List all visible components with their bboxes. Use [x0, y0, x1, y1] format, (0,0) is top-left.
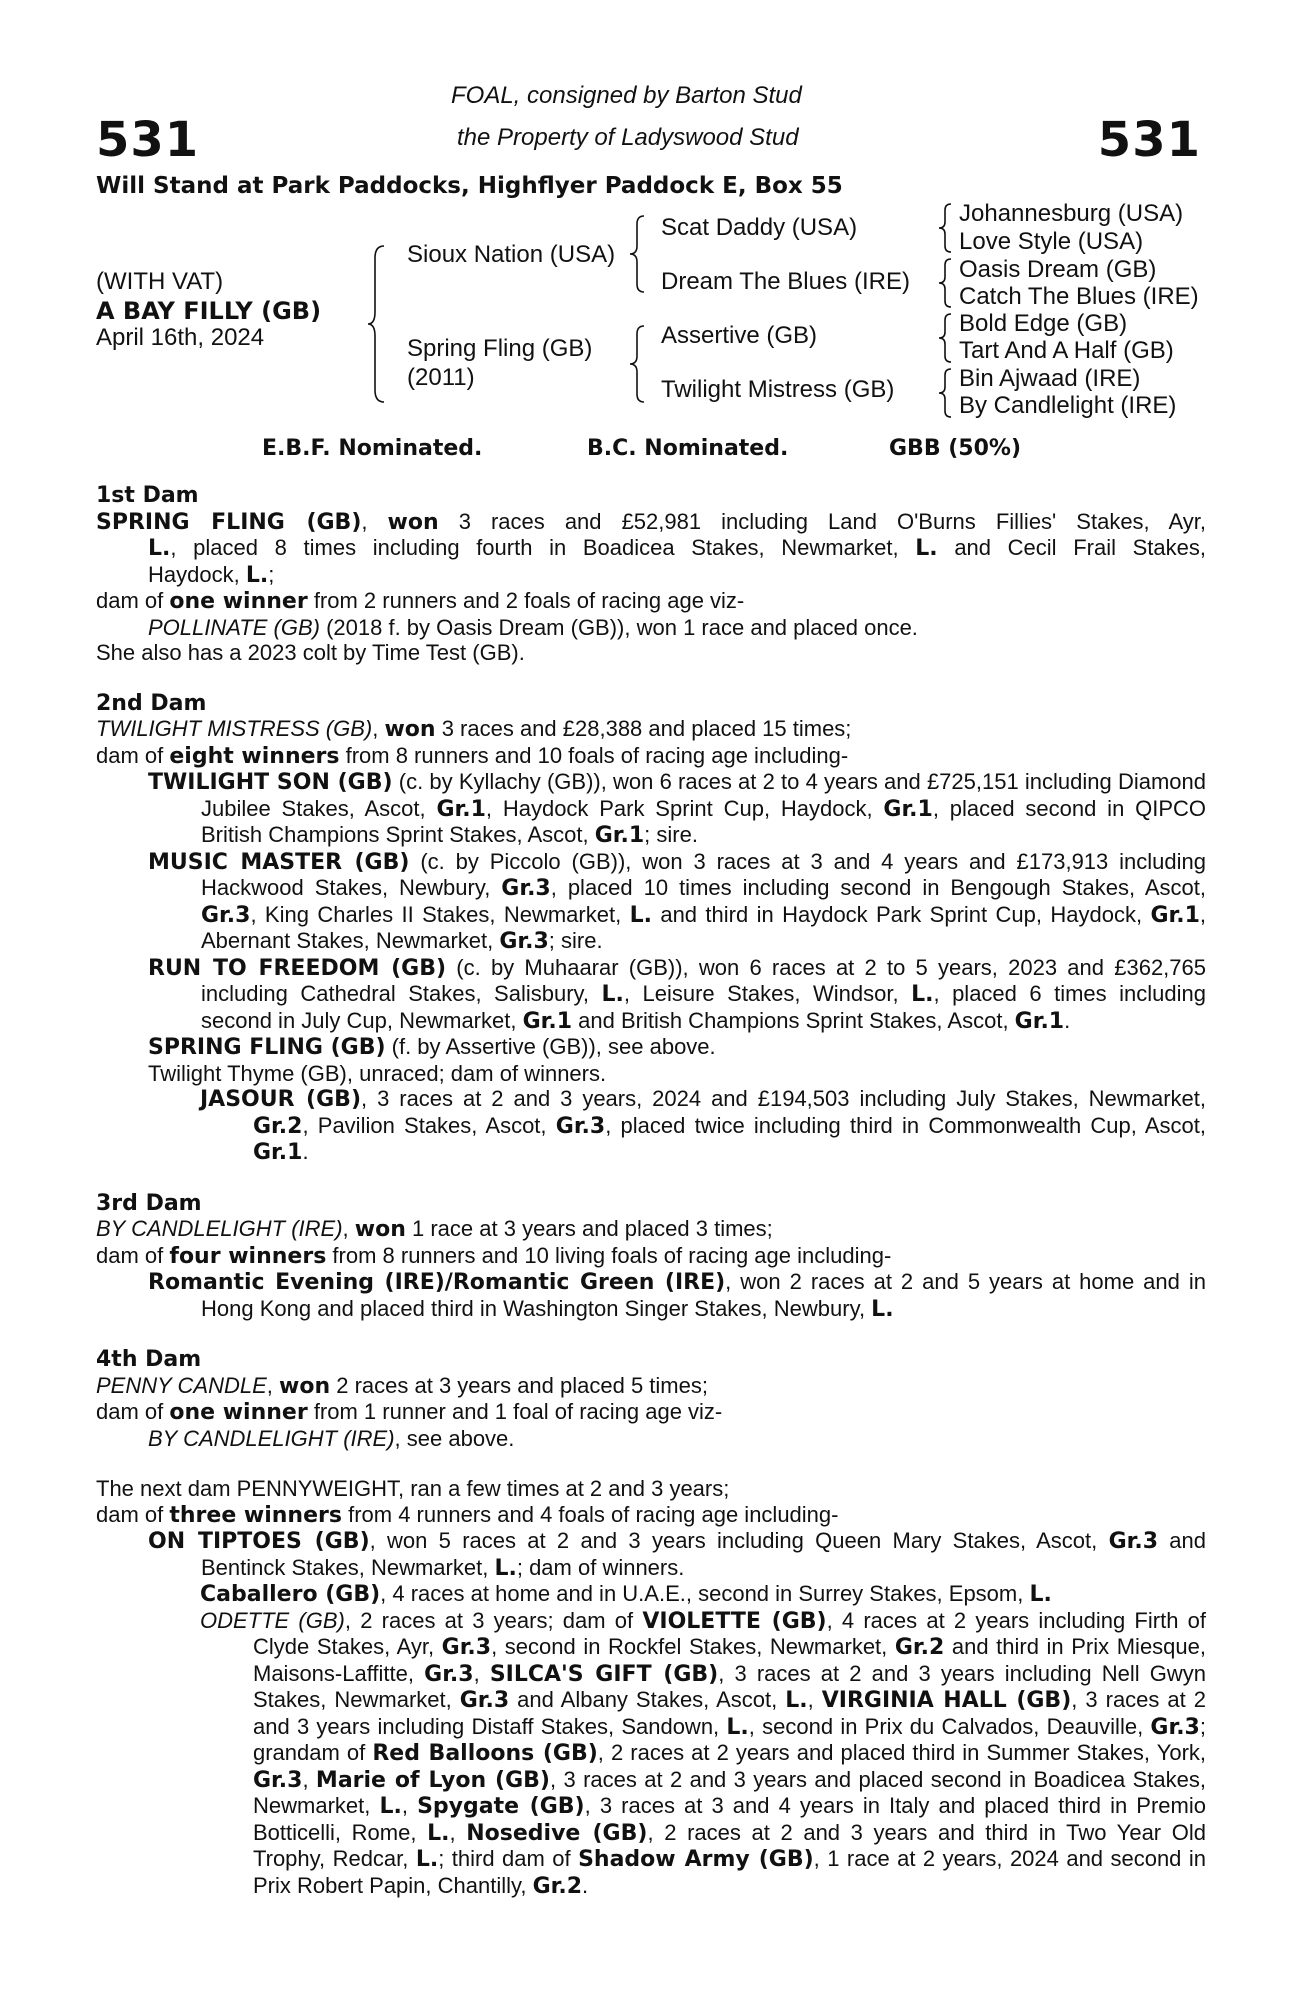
text: from 8 runners and 10 living foals of racing age including-	[326, 1242, 892, 1268]
text: , won 5 races at 2 and 3 years including Queen Mary Stakes, Ascot,	[369, 1528, 1109, 1553]
listed-label: L.	[911, 982, 934, 1007]
dam-name-italic: TWILIGHT MISTRESS (GB)	[96, 716, 373, 741]
text: , 2 races at 2 and 3 years and third in Two Year Old Trophy, Redcar,	[253, 1819, 1206, 1871]
grade-label: Gr.3	[441, 1635, 492, 1660]
listed-label: L.	[726, 1714, 749, 1740]
horse-name-bold: VIRGINIA HALL (GB)	[821, 1688, 1072, 1713]
first-dam-line3	[148, 562, 1206, 589]
horse-name-bold: MUSIC MASTER (GB)	[148, 849, 410, 875]
twilight-son-entry	[148, 769, 1206, 849]
winners-count: one winner	[169, 589, 308, 614]
text: from 1 runner and 1 foal of racing age viz-	[307, 1399, 723, 1424]
text: dam of	[96, 1399, 170, 1424]
grandparent-7: Bin Ajwaad (IRE)	[959, 365, 1141, 392]
grade-label: Gr.1	[1150, 902, 1200, 928]
text: , 3 races at 2 and 3 years, 2024 and £194,503 including July Stakes, Newmarket,	[361, 1086, 1206, 1111]
listed-label: L.	[915, 536, 938, 561]
lot-number-left: 531	[96, 112, 200, 168]
run-to-freedom-entry	[148, 955, 1206, 1035]
text: , won 2 races at 2 and 5 years at home and in Hong Kong and placed third in Washington Singer Stakes, Newbury,	[201, 1269, 1206, 1321]
second-dam-heading: 2nd Dam	[96, 690, 207, 716]
pollinate-entry	[148, 615, 1206, 641]
text: ,	[361, 508, 388, 534]
pedigree-bracket-g3	[940, 312, 954, 364]
won-label: won	[384, 717, 436, 742]
listed-label: L.	[427, 1820, 450, 1846]
dam-name: Spring Fling (GB)	[407, 335, 593, 362]
pedigree-bracket-main	[370, 244, 390, 404]
text: , placed twice including third in Commonwealth Cup, Ascot,	[605, 1112, 1206, 1138]
romantic-evening-entry	[148, 1269, 1206, 1322]
ebf-nomination: E.B.F. Nominated.	[262, 436, 483, 461]
grade-label: Gr.3	[459, 1688, 510, 1713]
text: , placed 6 times including second in July Cup, Newmarket,	[201, 981, 1206, 1033]
pedigree-bracket-sire	[632, 214, 648, 294]
grade-label: Gr.2	[532, 1873, 583, 1899]
horse-name-bold: Romantic Evening (IRE)/Romantic Green (IRE)	[148, 1270, 726, 1295]
listed-label: L.	[415, 1847, 439, 1872]
grade-label: Gr.3	[424, 1661, 474, 1687]
text: 3 races and £28,388 and placed 15 times;	[435, 716, 852, 741]
text: and Bentinck Stakes, Newmarket,	[201, 1528, 1206, 1580]
pedigree-bracket-g1	[940, 202, 954, 254]
text: ;	[268, 561, 275, 587]
won-label: won	[279, 1373, 331, 1399]
text: .	[302, 1139, 309, 1164]
text: , Leisure Stakes, Windsor,	[623, 981, 912, 1006]
text: , see above.	[394, 1425, 515, 1451]
first-dam-note: She also has a 2023 colt by Time Test (GB).	[96, 640, 525, 665]
grade-label: Gr.3	[499, 929, 549, 954]
grade-label: Gr.3	[1150, 1714, 1200, 1740]
listed-label: L.	[1029, 1582, 1052, 1607]
text: and British Champions Sprint Stakes, Ascot,	[572, 1007, 1015, 1033]
text: dam of	[96, 1242, 170, 1268]
text: 3 races and £52,981 including Land O'Burns Fillies' Stakes, Ayr,	[438, 508, 1206, 534]
text: (c. by Piccolo (GB)), won 3 races at 3 and 4 years and £173,913 including Hackwood Stakes, Newbury,	[201, 848, 1206, 900]
gbb-status: GBB (50%)	[889, 436, 1022, 461]
second-dam-line1	[96, 716, 1206, 743]
text: .	[582, 1872, 589, 1898]
twilight-thyme-entry: Twilight Thyme (GB), unraced; dam of winners.	[148, 1060, 607, 1086]
pedigree-bracket-g2	[940, 257, 954, 309]
text: , 3 races at 2 and 3 years and placed second in Boadicea Stakes, Newmarket,	[253, 1766, 1206, 1818]
dam-name-bold: SPRING FLING (GB)	[96, 509, 362, 535]
text: ,	[807, 1687, 822, 1712]
location-line: Will Stand at Park Paddocks, Highflyer Paddock E, Box 55	[96, 173, 843, 199]
text: , 4 races at home and in U.A.E., second in Surrey Stakes, Epsom,	[380, 1581, 1030, 1606]
text: ; third dam of	[438, 1846, 579, 1871]
text: Haydock,	[148, 561, 246, 587]
text: , Abernant Stakes, Newmarket,	[201, 901, 1206, 953]
listed-label: L.	[245, 562, 269, 588]
fourth-dam-produce	[96, 1399, 1206, 1426]
caballero-entry	[200, 1581, 1206, 1608]
horse-dob: April 16th, 2024	[96, 324, 265, 351]
first-dam-line2	[148, 535, 1206, 562]
by-candlelight-ref	[148, 1426, 1206, 1452]
horse-name-italic: ODETTE (GB)	[200, 1607, 345, 1633]
text: (c. by Muhaarar (GB)), won 6 races at 2 to 5 years, 2023 and £362,765 including Cathedral Stakes, Salisbury,	[201, 954, 1206, 1006]
horse-name-bold: TWILIGHT SON (GB)	[148, 770, 393, 795]
grade-label: Gr.3	[501, 876, 551, 901]
listed-label: L.	[494, 1555, 517, 1581]
listed-label: L.	[785, 1688, 808, 1713]
text: ; grandam of	[253, 1713, 1206, 1765]
text: .	[1064, 1007, 1071, 1033]
text: from 8 runners and 10 foals of racing age including-	[339, 742, 849, 768]
horse-name-bold: Nosedive (GB)	[466, 1820, 648, 1846]
third-dam-produce	[96, 1243, 1206, 1270]
listed-label: L.	[629, 902, 652, 928]
grade-label: Gr.1	[436, 796, 486, 822]
horse-name-italic: POLLINATE (GB)	[148, 614, 320, 640]
winners-count: one winner	[169, 1400, 308, 1425]
pedigree-bracket-g4	[940, 367, 954, 419]
grade-label: Gr.1	[1014, 1008, 1065, 1034]
dam-name-italic: BY CANDLELIGHT (IRE)	[96, 1216, 343, 1241]
listed-label: L.	[148, 536, 171, 561]
lot-number-right: 531	[1097, 112, 1201, 168]
text: , 2 races at 3 years; dam of	[344, 1607, 643, 1633]
text: , second in Prix du Calvados, Deauville,	[748, 1713, 1151, 1739]
horse-name-bold: RUN TO FREEDOM (GB)	[148, 955, 447, 981]
text: , 2 races at 2 years and placed third in Summer Stakes, York,	[597, 1740, 1207, 1765]
text: and Cecil Frail Stakes,	[937, 535, 1207, 560]
third-dam-heading: 3rd Dam	[96, 1190, 202, 1216]
winners-count: four winners	[169, 1243, 327, 1269]
horse-name-bold: JASOUR (GB)	[200, 1087, 361, 1112]
winners-count: eight winners	[169, 743, 340, 769]
text: , 4 races at 2 years including Firth of Clyde Stakes, Ayr,	[253, 1607, 1206, 1659]
first-dam-produce	[96, 588, 1206, 615]
horse-name-bold: Red Balloons (GB)	[372, 1741, 598, 1766]
catalogue-body	[96, 483, 1206, 1899]
text: , second in Rockfel Stakes, Newmarket,	[491, 1634, 895, 1659]
text: , Haydock Park Sprint Cup, Haydock,	[485, 795, 884, 821]
first-dam-line1	[96, 509, 1206, 536]
third-dam-line1	[96, 1216, 1206, 1243]
text: , King Charles II Stakes, Newmarket,	[250, 901, 630, 927]
horse-name-bold: Spygate (GB)	[417, 1794, 585, 1819]
grade-label: Gr.1	[522, 1008, 573, 1034]
text: , placed second in QIPCO British Champions Sprint Stakes, Ascot,	[201, 795, 1207, 847]
dam-year: (2011)	[407, 364, 475, 391]
grade-label: Gr.1	[883, 796, 933, 822]
jasour-entry	[200, 1086, 1206, 1166]
sire-name: Sioux Nation (USA)	[407, 241, 616, 268]
text: ,	[449, 1819, 467, 1845]
grandparent-2: Love Style (USA)	[959, 228, 1144, 255]
text: ,	[473, 1660, 490, 1686]
text: , placed 10 times including second in Bengough Stakes, Ascot,	[550, 875, 1206, 900]
text: dam of	[96, 1501, 170, 1527]
listed-label: L.	[601, 982, 624, 1007]
text: from 2 runners and 2 foals of racing age viz-	[307, 588, 745, 613]
horse-name-bold: VIOLETTE (GB)	[642, 1608, 827, 1634]
grandparent-5: Bold Edge (GB)	[959, 310, 1128, 337]
text: , placed 8 times including fourth in Boadicea Stakes, Newmarket,	[170, 535, 916, 560]
grade-label: Gr.3	[253, 1767, 303, 1793]
horse-name-italic: BY CANDLELIGHT (IRE)	[148, 1425, 395, 1451]
text: 2 races at 3 years and placed 5 times;	[330, 1372, 708, 1398]
grade-label: Gr.3	[555, 1113, 606, 1139]
text: ; sire.	[548, 928, 603, 953]
horse-name: A BAY FILLY (GB)	[96, 297, 322, 325]
fourth-dam-line1	[96, 1373, 1206, 1400]
won-label: won	[387, 509, 439, 535]
spring-fling-entry	[148, 1034, 1206, 1061]
consignment-line: FOAL, consigned by Barton Stud	[451, 82, 802, 109]
text: dam of	[96, 742, 170, 768]
listed-label: L.	[871, 1296, 894, 1322]
horse-name-bold: SPRING FLING (GB)	[148, 1035, 386, 1060]
winners-count: three winners	[169, 1502, 342, 1528]
grandparent-8: By Candlelight (IRE)	[959, 392, 1177, 419]
on-tiptoes-entry	[148, 1528, 1206, 1581]
next-dam-produce	[96, 1502, 1206, 1529]
text: (f. by Assertive (GB)), see above.	[385, 1034, 716, 1059]
grandparent-4: Catch The Blues (IRE)	[959, 283, 1199, 310]
grandparent-1: Johannesburg (USA)	[959, 200, 1184, 227]
grade-label: Gr.2	[894, 1635, 945, 1660]
bc-nomination: B.C. Nominated.	[587, 436, 789, 461]
music-master-entry	[148, 849, 1206, 955]
dam-name-italic: PENNY CANDLE	[96, 1372, 267, 1398]
grandparent-6: Tart And A Half (GB)	[959, 337, 1174, 364]
horse-name-bold: Shadow Army (GB)	[578, 1847, 814, 1872]
text: ,	[302, 1766, 316, 1792]
odette-entry	[200, 1608, 1206, 1900]
text: , 3 races at 2 and 3 years including Distaff Stakes, Sandown,	[253, 1687, 1206, 1739]
text: ; dam of winners.	[516, 1554, 685, 1580]
text: and third in Prix Miesque, Maisons-Laffitte,	[253, 1634, 1206, 1686]
grade-label: Gr.1	[594, 823, 645, 848]
text: (2018 f. by Oasis Dream (GB)), won 1 race and placed once.	[319, 614, 918, 640]
first-dam-heading: 1st Dam	[96, 483, 199, 508]
text: 1 race at 3 years and placed 3 times;	[405, 1216, 773, 1241]
grade-label: Gr.1	[253, 1140, 303, 1165]
horse-name-bold: SILCA'S GIFT (GB)	[489, 1661, 719, 1687]
text: and Albany Stakes, Ascot,	[509, 1687, 786, 1712]
text: , 3 races at 2 and 3 years including Nell Gwyn Stakes, Newmarket,	[253, 1660, 1206, 1712]
won-label: won	[354, 1217, 406, 1242]
text: from 4 runners and 4 foals of racing age including-	[341, 1501, 839, 1527]
grade-label: Gr.3	[1108, 1529, 1158, 1554]
text: and third in Haydock Park Sprint Cup, Haydock,	[651, 901, 1151, 927]
horse-name-bold: Marie of Lyon (GB)	[315, 1767, 550, 1793]
property-line: the Property of Ladyswood Stud	[457, 124, 799, 151]
grade-label: Gr.3	[201, 902, 251, 928]
grade-label: Gr.2	[253, 1113, 303, 1139]
text: ,	[342, 1216, 355, 1241]
horse-name-bold: Caballero (GB)	[200, 1582, 381, 1607]
next-dam-line1: The next dam PENNYWEIGHT, ran a few times at 2 and 3 years;	[96, 1476, 730, 1501]
text: dam of	[96, 588, 170, 613]
dam-sire: Assertive (GB)	[661, 322, 818, 349]
text: ,	[266, 1372, 279, 1398]
pedigree-bracket-dam	[632, 324, 648, 404]
text: ,	[372, 716, 385, 741]
dam-dam: Twilight Mistress (GB)	[661, 376, 895, 403]
grandparent-3: Oasis Dream (GB)	[959, 256, 1157, 283]
text: , Pavilion Stakes, Ascot,	[302, 1112, 556, 1138]
text: , 1 race at 2 years, 2024 and second in Prix Robert Papin, Chantilly,	[253, 1846, 1206, 1898]
vat-label: (WITH VAT)	[96, 268, 224, 295]
sire-sire: Scat Daddy (USA)	[661, 214, 858, 241]
text: (c. by Kyllachy (GB)), won 6 races at 2 to 4 years and £725,151 including Diamond Jubilee Stakes, Ascot,	[201, 769, 1206, 821]
text: ,	[401, 1793, 418, 1818]
second-dam-produce	[96, 743, 1206, 770]
fourth-dam-heading: 4th Dam	[96, 1347, 202, 1372]
text: , 3 races at 3 and 4 years in Italy and placed third in Premio Botticelli, Rome,	[253, 1793, 1206, 1845]
listed-label: L.	[379, 1794, 402, 1819]
horse-name-bold: ON TIPTOES (GB)	[148, 1529, 370, 1554]
text: ; sire.	[644, 822, 698, 847]
sire-dam: Dream The Blues (IRE)	[661, 268, 910, 295]
